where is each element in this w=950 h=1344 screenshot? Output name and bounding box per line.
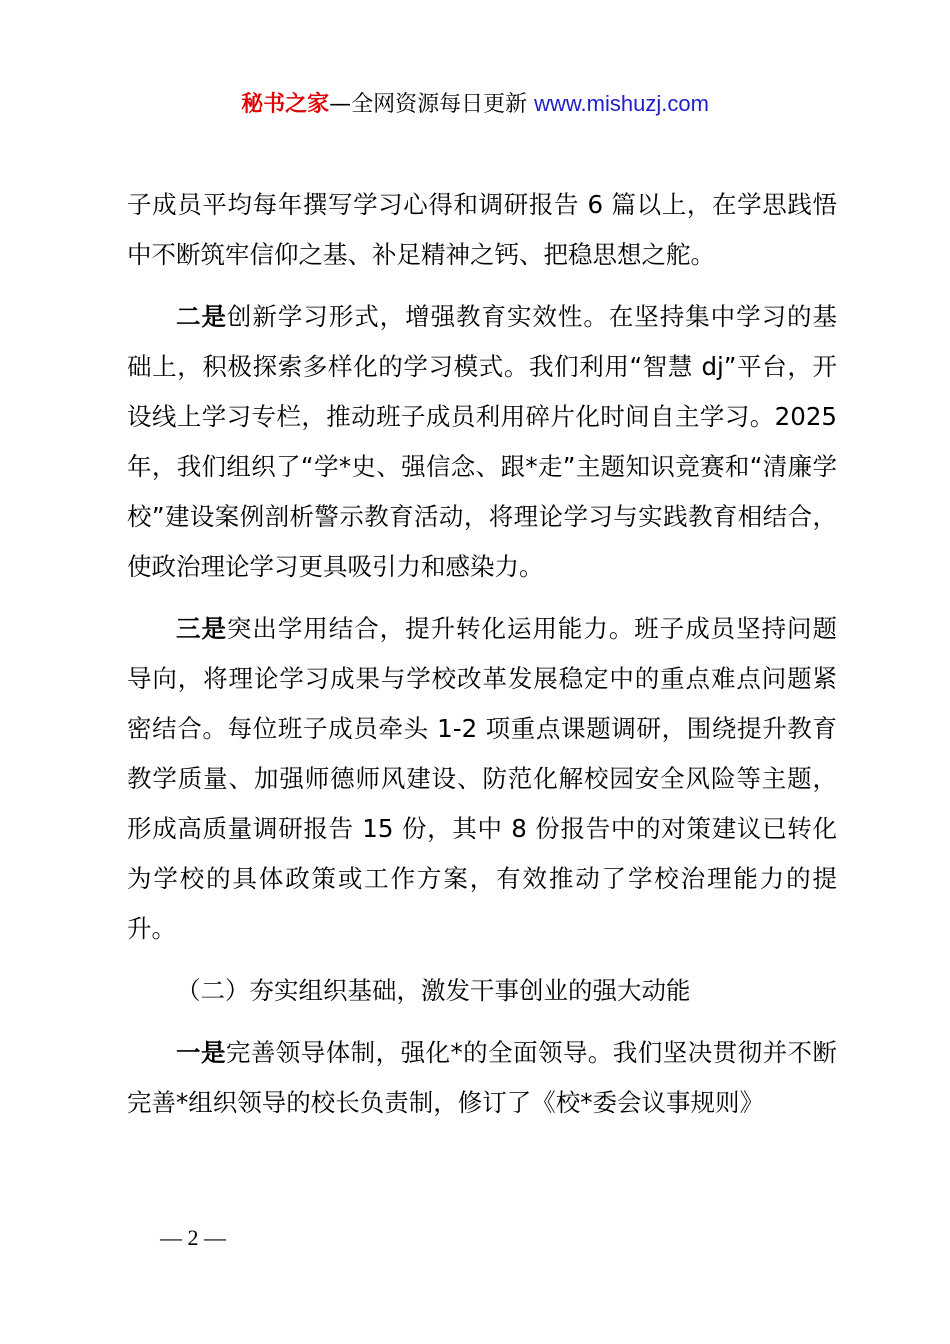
paragraph-item-one — [127, 1028, 837, 1128]
site-header — [0, 88, 950, 121]
brand-name: 秘书之家 — [241, 92, 330, 117]
paragraph-text: 子成员平均每年撰写学习心得和调研报告 6 篇以上，在学思践悟中不断筑牢信仰之基、补足精神之钙、把稳思想之舵。 — [127, 190, 837, 269]
paragraph-lead: 二是 — [176, 302, 227, 331]
site-url-link[interactable]: www.mishuzj.com — [534, 91, 709, 116]
paragraph-text: 完善领导体制，强化*的全面领导。我们坚决贯彻并不断完善*组织领导的校长负责制，修订了《校*委会议事规则》 — [127, 1038, 837, 1117]
section-heading — [127, 966, 837, 1016]
document-body — [127, 180, 837, 1128]
paragraph-item-three — [127, 604, 837, 954]
header-tagline: —全网资源每日更新 — [329, 92, 535, 117]
paragraph-text: 创新学习形式，增强教育实效性。在坚持集中学习的基础上，积极探索多样化的学习模式。我们利用“智慧 dj”平台，开设线上学习专栏，推动班子成员利用碎片化时间自主学习。2025 年，我们组织了“学*史、强信念、跟*走”主题知识竞赛和“清廉学校”建设案例剖析警示教育活动，将理论学习与实践教育相结合，使政治理论学习更具吸引力和感染力。 — [127, 302, 837, 581]
page-number: — 2 — — [160, 1225, 226, 1250]
paragraph-lead: 三是 — [176, 614, 227, 643]
section-heading-text: （二）夯实组织基础，激发干事创业的强大动能 — [176, 976, 691, 1005]
paragraph-lead: 一是 — [176, 1038, 226, 1067]
paragraph-text: 突出学用结合，提升转化运用能力。班子成员坚持问题导向，将理论学习成果与学校改革发展稳定中的重点难点问题紧密结合。每位班子成员牵头 1-2 项重点课题调研，围绕提升教育教学质量、加强师德师风建设、防范化解校园安全风险等主题，形成高质量调研报告 15 份，其中 8 份报告中的对策建议已转化为学校的具体政策或工作方案，有效推动了学校治理能力的提升。 — [127, 614, 837, 943]
paragraph-continuation — [127, 180, 837, 280]
paragraph-item-two — [127, 292, 837, 592]
